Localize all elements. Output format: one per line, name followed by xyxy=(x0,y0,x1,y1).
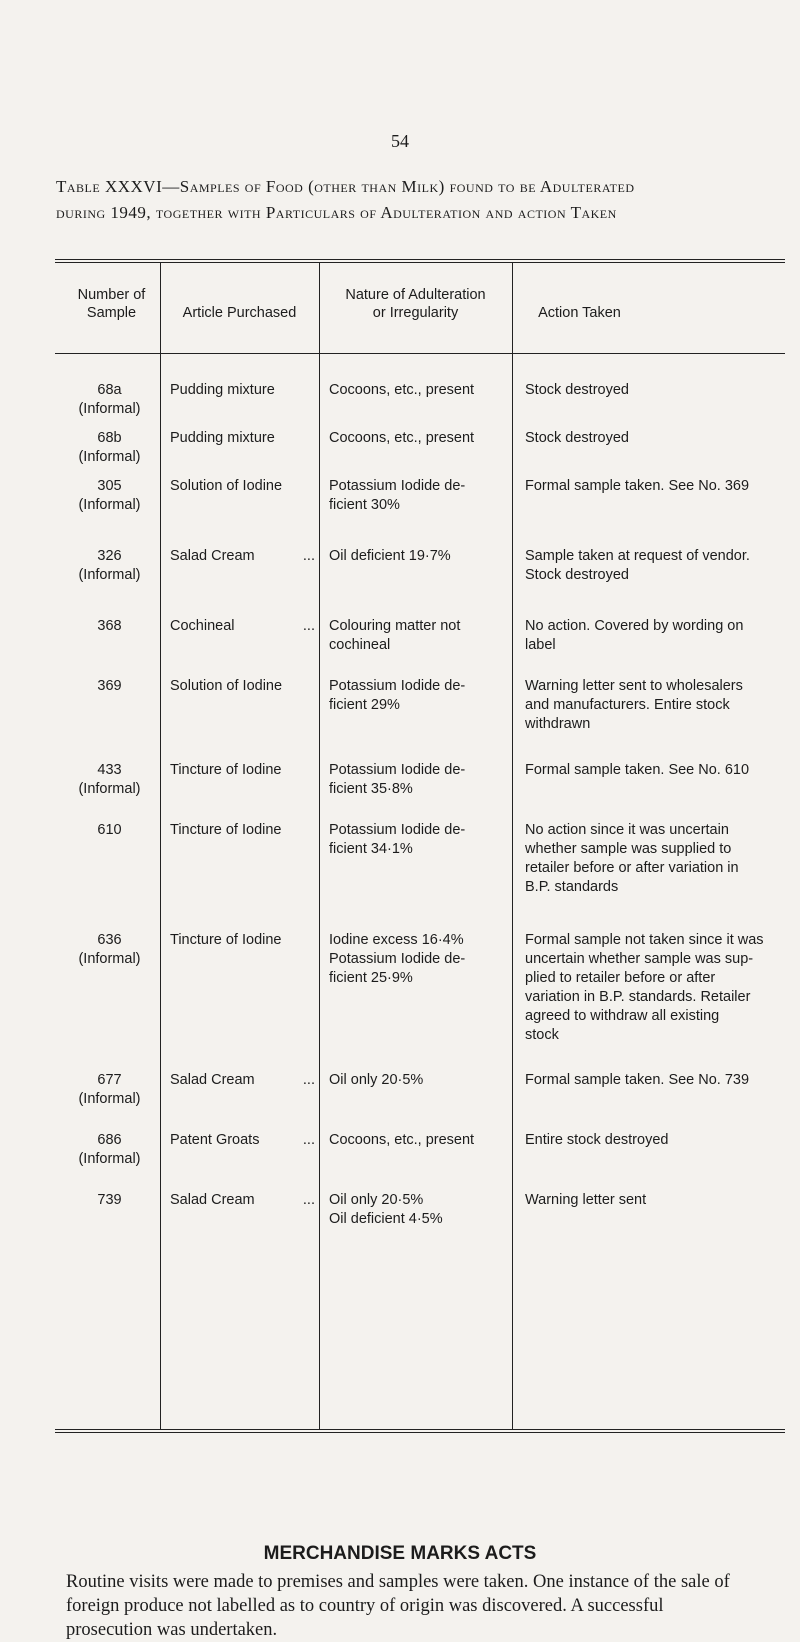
adulteration-nature xyxy=(329,677,509,715)
sample-number-line: (Informal) xyxy=(78,1091,141,1107)
adulteration-nature xyxy=(329,617,509,655)
action-taken-line: B.P. standards xyxy=(525,879,619,895)
article-purchased xyxy=(170,677,315,696)
sample-number xyxy=(63,429,156,467)
action-taken xyxy=(525,821,784,897)
adulteration-nature xyxy=(329,547,509,566)
action-taken-line: Sample taken at request of vendor. xyxy=(525,548,750,564)
adulteration-nature-line: ficient 35·8% xyxy=(329,781,413,797)
header-action: Action Taken xyxy=(538,305,621,321)
sample-number xyxy=(63,1071,156,1109)
sample-number xyxy=(63,617,156,636)
adulteration-nature xyxy=(329,429,509,448)
article-purchased xyxy=(170,931,315,950)
sample-number xyxy=(63,677,156,696)
sample-number-line: (Informal) xyxy=(78,449,141,465)
action-taken-line: Stock destroyed xyxy=(525,382,629,398)
adulteration-nature-line: Oil only 20·5% xyxy=(329,1072,424,1088)
article-purchased xyxy=(170,381,315,400)
adulteration-nature-line: ficient 34·1% xyxy=(329,841,413,857)
article-text: Salad Cream xyxy=(170,1072,255,1088)
adulteration-nature xyxy=(329,821,509,859)
article-purchased xyxy=(170,477,315,496)
adulteration-nature xyxy=(329,1191,509,1229)
sample-number-line: 368 xyxy=(97,618,122,634)
action-taken-line: Formal sample taken. See No. 739 xyxy=(525,1072,750,1088)
header-nature: Nature of Adulteration or Irregularity xyxy=(345,287,486,321)
article-text: Pudding mixture xyxy=(170,430,275,446)
action-taken xyxy=(525,477,784,496)
adulteration-nature xyxy=(329,477,509,515)
header-article: Article Purchased xyxy=(182,305,297,321)
action-taken-line: label xyxy=(525,637,556,653)
sample-number-line: 610 xyxy=(97,822,122,838)
sample-number-line: 305 xyxy=(97,478,122,494)
sample-number-line: (Informal) xyxy=(78,401,141,417)
action-taken-line: Formal sample taken. See No. 369 xyxy=(525,478,750,494)
action-taken-line: agreed to withdraw all existing xyxy=(525,1008,720,1024)
adulteration-nature-line: Cocoons, etc., present xyxy=(329,1132,475,1148)
title-line-2: during 1949, together with Particulars of Adulteration and action Taken xyxy=(56,203,617,222)
action-taken-line: uncertain whether sample was sup- xyxy=(525,951,754,967)
column-divider-2 xyxy=(319,263,320,1429)
adulteration-nature-line: Colouring matter not xyxy=(329,618,461,634)
header-number: Number of Sample xyxy=(77,287,146,321)
sample-number xyxy=(63,477,156,515)
article-text: Cochineal xyxy=(170,618,235,634)
sample-number-line: 686 xyxy=(97,1132,122,1148)
sample-number xyxy=(63,761,156,799)
sample-number-line: 636 xyxy=(97,932,122,948)
article-text: Patent Groats xyxy=(170,1132,260,1148)
article-purchased xyxy=(170,1131,315,1150)
sample-number-line: 677 xyxy=(97,1072,122,1088)
top-rule xyxy=(55,259,785,260)
action-taken xyxy=(525,1131,784,1150)
article-text: Pudding mixture xyxy=(170,382,275,398)
adulteration-nature xyxy=(329,1131,509,1150)
action-taken-line: Stock destroyed xyxy=(525,567,629,583)
action-taken-line: Formal sample not taken since it was xyxy=(525,932,764,948)
article-text: Tincture of Iodine xyxy=(170,932,282,948)
adulteration-nature-line: Oil deficient 4·5% xyxy=(329,1211,443,1227)
sample-number-line: 68a xyxy=(97,382,122,398)
adulteration-nature-line: Oil deficient 19·7% xyxy=(329,548,451,564)
action-taken xyxy=(525,617,784,655)
action-taken xyxy=(525,547,784,585)
article-text: Solution of Iodine xyxy=(170,478,283,494)
sample-number-line: 433 xyxy=(97,762,122,778)
bottom-rule xyxy=(55,1429,785,1430)
article-text: Tincture of Iodine xyxy=(170,762,282,778)
adulteration-nature-line: Oil only 20·5% xyxy=(329,1192,424,1208)
action-taken xyxy=(525,677,784,734)
sample-number xyxy=(63,821,156,840)
article-purchased xyxy=(170,429,315,448)
adulteration-table xyxy=(63,259,783,1432)
leader-dots: ... xyxy=(302,618,315,634)
article-purchased xyxy=(170,1071,315,1090)
sample-number-line: (Informal) xyxy=(78,951,141,967)
sample-number xyxy=(63,547,156,585)
table-title xyxy=(56,174,766,226)
action-taken-line: variation in B.P. standards. Retailer xyxy=(525,989,751,1005)
action-taken xyxy=(525,931,784,1045)
action-taken-line: Entire stock destroyed xyxy=(525,1132,669,1148)
adulteration-nature-line: cochineal xyxy=(329,637,391,653)
action-taken-line: withdrawn xyxy=(525,716,591,732)
bottom-rule-inner xyxy=(55,1432,785,1433)
header-rule xyxy=(55,353,785,354)
sample-number-line: 739 xyxy=(97,1192,122,1208)
article-text: Salad Cream xyxy=(170,1192,255,1208)
sample-number-line: (Informal) xyxy=(78,1151,141,1167)
top-rule-inner xyxy=(55,262,785,263)
adulteration-nature xyxy=(329,1071,509,1090)
adulteration-nature-line: Potassium Iodide de- xyxy=(329,951,466,967)
adulteration-nature-line: ficient 25·9% xyxy=(329,970,413,986)
article-purchased xyxy=(170,821,315,840)
adulteration-nature xyxy=(329,381,509,400)
sample-number-line: (Informal) xyxy=(78,497,141,513)
action-taken-line: whether sample was supplied to xyxy=(525,841,732,857)
section-heading: MERCHANDISE MARKS ACTS xyxy=(263,1543,537,1564)
adulteration-nature-line: Potassium Iodide de- xyxy=(329,678,466,694)
column-divider-3 xyxy=(512,263,513,1429)
adulteration-nature xyxy=(329,931,509,988)
sample-number xyxy=(63,1191,156,1210)
article-text: Solution of Iodine xyxy=(170,678,283,694)
action-taken xyxy=(525,1071,784,1090)
leader-dots: ... xyxy=(302,548,315,564)
action-taken-line: Stock destroyed xyxy=(525,430,629,446)
action-taken-line: Warning letter sent to wholesalers xyxy=(525,678,743,694)
action-taken-line: No action. Covered by wording on xyxy=(525,618,744,634)
adulteration-nature-line: Iodine excess 16·4% xyxy=(329,932,464,948)
adulteration-nature-line: Potassium Iodide de- xyxy=(329,822,466,838)
adulteration-nature xyxy=(329,761,509,799)
adulteration-nature-line: Potassium Iodide de- xyxy=(329,478,466,494)
action-taken-line: Formal sample taken. See No. 610 xyxy=(525,762,750,778)
leader-dots: ... xyxy=(302,1072,315,1088)
action-taken-line: plied to retailer before or after xyxy=(525,970,716,986)
action-taken xyxy=(525,1191,784,1210)
action-taken-line: and manufacturers. Entire stock xyxy=(525,697,730,713)
action-taken-line: retailer before or after variation in xyxy=(525,860,739,876)
sample-number-line: 326 xyxy=(97,548,122,564)
article-text: Tincture of Iodine xyxy=(170,822,282,838)
action-taken-line: Warning letter sent xyxy=(525,1192,647,1208)
article-purchased xyxy=(170,761,315,780)
adulteration-nature-line: Cocoons, etc., present xyxy=(329,382,475,398)
action-taken xyxy=(525,761,784,780)
article-purchased xyxy=(170,547,315,566)
page-number: 54 xyxy=(391,131,409,151)
sample-number xyxy=(63,931,156,969)
adulteration-nature-line: Potassium Iodide de- xyxy=(329,762,466,778)
sample-number-line: 369 xyxy=(97,678,122,694)
article-text: Salad Cream xyxy=(170,548,255,564)
adulteration-nature-line: ficient 29% xyxy=(329,697,400,713)
action-taken xyxy=(525,381,784,400)
column-divider-1 xyxy=(160,263,161,1429)
leader-dots: ... xyxy=(302,1192,315,1208)
sample-number-line: (Informal) xyxy=(78,781,141,797)
action-taken xyxy=(525,429,784,448)
sample-number-line: (Informal) xyxy=(78,567,141,583)
title-line-1: Table XXXVI—Samples of Food (other than Milk) found to be Adulterated xyxy=(56,177,635,196)
body-paragraph: Routine visits were made to premises and samples were taken. One instance of the sale of foreign produce not labelled as to country of origin was discovered. A successful prosecution was undertaken. xyxy=(66,1572,730,1640)
sample-number xyxy=(63,1131,156,1169)
sample-number-line: 68b xyxy=(97,430,122,446)
adulteration-nature-line: Cocoons, etc., present xyxy=(329,430,475,446)
sample-number xyxy=(63,381,156,419)
adulteration-nature-line: ficient 30% xyxy=(329,497,400,513)
article-purchased xyxy=(170,617,315,636)
action-taken-line: No action since it was uncertain xyxy=(525,822,729,838)
leader-dots: ... xyxy=(302,1132,315,1148)
action-taken-line: stock xyxy=(525,1027,559,1043)
article-purchased xyxy=(170,1191,315,1210)
